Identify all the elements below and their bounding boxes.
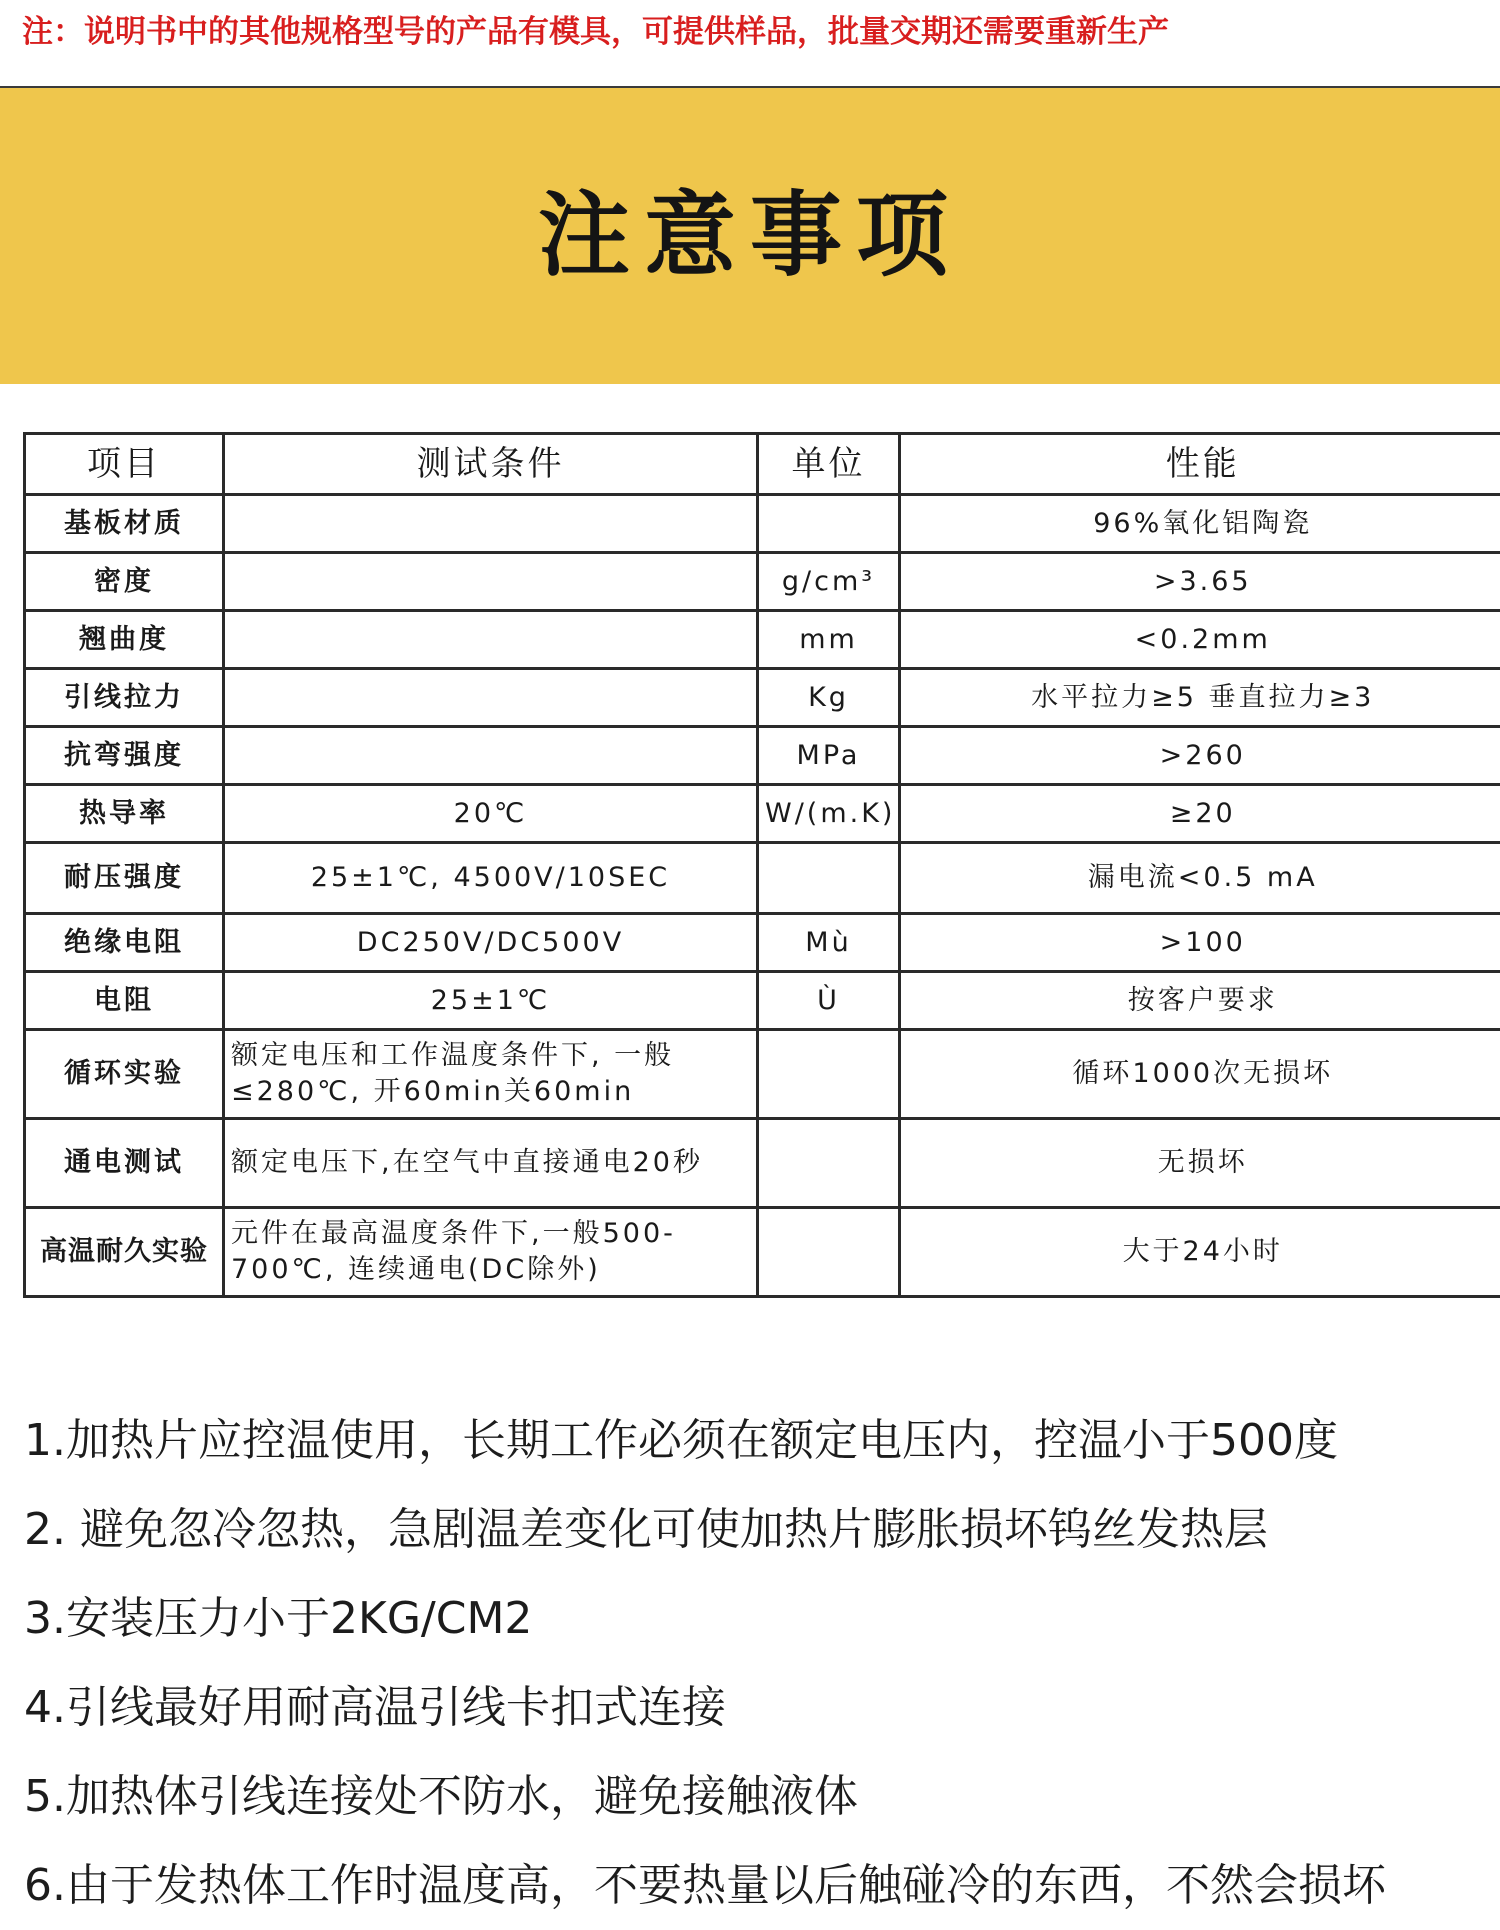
table-row: [25, 972, 1500, 1030]
cell-item: 电阻: [25, 972, 224, 1030]
cell-performance: >260: [900, 727, 1500, 785]
cell-performance: 96%氧化铝陶瓷: [900, 495, 1500, 553]
cell-performance: 水平拉力≥5 垂直拉力≥3: [900, 669, 1500, 727]
note-item: 6.由于发热体工作时温度高，不要热量以后触碰冷的东西，不然会损坏: [24, 1841, 1500, 1930]
cell-item: 绝缘电阻: [25, 914, 224, 972]
header-performance: 性能: [900, 434, 1500, 495]
cell-condition: [224, 495, 758, 553]
cell-performance: ≥20: [900, 785, 1500, 843]
table-row: [25, 1119, 1500, 1208]
cell-performance: 漏电流<0.5 mA: [900, 843, 1500, 914]
cell-performance: >100: [900, 914, 1500, 972]
table-row: [25, 785, 1500, 843]
table-row: [25, 727, 1500, 785]
cell-unit: [758, 495, 900, 553]
cell-condition: 额定电压和工作温度条件下, 一般≤280℃, 开60min关60min: [224, 1030, 758, 1119]
cell-condition: [224, 553, 758, 611]
table-row: [25, 669, 1500, 727]
cell-item: 抗弯强度: [25, 727, 224, 785]
cell-condition: 20℃: [224, 785, 758, 843]
notes-list: [24, 1396, 1500, 1930]
table-row: [25, 611, 1500, 669]
cell-condition: 25±1℃, 4500V/10SEC: [224, 843, 758, 914]
cell-condition: [224, 669, 758, 727]
cell-item: 热导率: [25, 785, 224, 843]
header-unit: 单位: [758, 434, 900, 495]
cell-unit: Ù: [758, 972, 900, 1030]
table-row: [25, 495, 1500, 553]
cell-item: 翘曲度: [25, 611, 224, 669]
cell-unit: [758, 1208, 900, 1297]
note-item: 1.加热片应控温使用，长期工作必须在额定电压内，控温小于500度: [24, 1396, 1500, 1485]
cell-unit: [758, 843, 900, 914]
page-title: 注意事项: [0, 162, 1500, 294]
top-note: 注：说明书中的其他规格型号的产品有模具，可提供样品，批量交期还需要重新生产: [22, 8, 1482, 56]
cell-unit: W/(m.K): [758, 785, 900, 843]
table-row: [25, 553, 1500, 611]
cell-item: 密度: [25, 553, 224, 611]
cell-condition: 25±1℃: [224, 972, 758, 1030]
cell-unit: mm: [758, 611, 900, 669]
cell-condition: 元件在最高温度条件下,一般500-700℃, 连续通电(DC除外): [224, 1208, 758, 1297]
title-banner: [0, 86, 1500, 384]
cell-unit: g/cm³: [758, 553, 900, 611]
cell-unit: [758, 1030, 900, 1119]
cell-condition: 额定电压下,在空气中直接通电20秒: [224, 1119, 758, 1208]
cell-unit: Mù: [758, 914, 900, 972]
cell-item: 引线拉力: [25, 669, 224, 727]
note-item: 2. 避免忽冷忽热，急剧温差变化可使加热片膨胀损坏钨丝发热层: [24, 1485, 1500, 1574]
table-row: [25, 1030, 1500, 1119]
cell-item: 基板材质: [25, 495, 224, 553]
table-header-row: [25, 434, 1500, 495]
cell-unit: MPa: [758, 727, 900, 785]
cell-unit: [758, 1119, 900, 1208]
cell-item: 高温耐久实验: [25, 1208, 224, 1297]
table-row: [25, 1208, 1500, 1297]
note-item: 3.安装压力小于2KG/CM2: [24, 1574, 1500, 1663]
note-item: 4.引线最好用耐高温引线卡扣式连接: [24, 1663, 1500, 1752]
header-condition: 测试条件: [224, 434, 758, 495]
cell-item: 耐压强度: [25, 843, 224, 914]
table-row: [25, 843, 1500, 914]
spec-table: [23, 432, 1500, 1298]
table-row: [25, 914, 1500, 972]
cell-performance: 按客户要求: [900, 972, 1500, 1030]
header-item: 项目: [25, 434, 224, 495]
cell-condition: [224, 727, 758, 785]
cell-unit: Kg: [758, 669, 900, 727]
cell-performance: <0.2mm: [900, 611, 1500, 669]
cell-performance: 大于24小时: [900, 1208, 1500, 1297]
cell-condition: DC250V/DC500V: [224, 914, 758, 972]
cell-item: 循环实验: [25, 1030, 224, 1119]
cell-performance: >3.65: [900, 553, 1500, 611]
cell-item: 通电测试: [25, 1119, 224, 1208]
note-item: 5.加热体引线连接处不防水，避免接触液体: [24, 1752, 1500, 1841]
cell-condition: [224, 611, 758, 669]
cell-performance: 无损坏: [900, 1119, 1500, 1208]
cell-performance: 循环1000次无损坏: [900, 1030, 1500, 1119]
